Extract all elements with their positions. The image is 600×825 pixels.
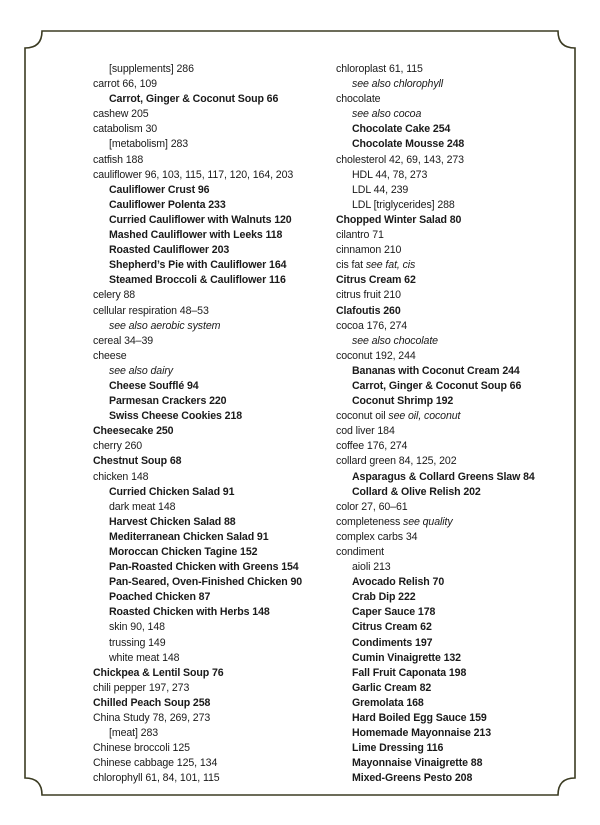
index-column-left (93, 62, 308, 787)
index-subentry: Citrus Cream 62 (352, 621, 432, 634)
index-subentry: Parmesan Crackers 220 (109, 395, 227, 408)
index-entry: Chinese broccoli 125 (93, 742, 190, 755)
index-subentry: Roasted Chicken with Herbs 148 (109, 606, 270, 619)
index-entry: Chilled Peach Soup 258 (93, 696, 211, 709)
index-subentry: Collard & Olive Relish 202 (352, 485, 481, 498)
index-entry (336, 258, 561, 273)
index-entry: Chestnut Soup 68 (93, 455, 182, 468)
index-entry: color 27, 60–61 (336, 500, 408, 513)
index-column-right (336, 62, 561, 787)
index-entry: China Study 78, 269, 273 (93, 712, 211, 725)
index-subentry: Carrot, Ginger & Coconut Soup 66 (109, 93, 279, 106)
index-entry: chloroplast 61, 115 (336, 63, 423, 75)
index-entry: chicken 148 (93, 470, 149, 483)
index-subentry: see also chocolate (352, 334, 438, 347)
index-entry: cereal 34–39 (93, 334, 154, 347)
cross-reference: see quality (403, 515, 453, 528)
index-subentry: Caper Sauce 178 (352, 606, 436, 619)
index-subentry: [meat] 283 (109, 727, 159, 740)
index-term: coconut oil (336, 410, 389, 423)
index-entry: Citrus Cream 62 (336, 274, 416, 287)
index-subentry: [supplements] 286 (109, 63, 194, 75)
index-subentry: Pan-Roasted Chicken with Greens 154 (109, 561, 299, 574)
index-entry: cocoa 176, 274 (336, 319, 408, 332)
index-subentry: Homemade Mayonnaise 213 (352, 727, 492, 740)
index-subentry: Crab Dip 222 (352, 591, 416, 604)
index-entry: celery 88 (93, 289, 136, 302)
index-entry: collard green 84, 125, 202 (336, 455, 457, 468)
index-subentry: dark meat 148 (109, 500, 176, 513)
cross-reference: see oil, coconut (388, 410, 461, 423)
index-entry: cherry 260 (93, 440, 143, 453)
index-subentry: Condiments 197 (352, 636, 433, 649)
index-entry: chocolate (336, 93, 381, 106)
index-entry: citrus fruit 210 (336, 289, 401, 302)
index-subentry: Shepherd’s Pie with Cauliflower 164 (109, 259, 287, 272)
index-subentry: Mediterranean Chicken Salad 91 (109, 530, 269, 543)
index-subentry: Avocado Relish 70 (352, 576, 445, 589)
index-subentry: LDL 44, 239 (352, 183, 409, 196)
index-subentry: Poached Chicken 87 (109, 591, 211, 604)
index-entry: coffee 176, 274 (336, 440, 408, 453)
index-subentry: LDL [triglycerides] 288 (352, 198, 455, 211)
index-subentry: Swiss Cheese Cookies 218 (109, 410, 243, 423)
index-subentry: Garlic Cream 82 (352, 681, 432, 694)
index-entry: chili pepper 197, 273 (93, 681, 190, 694)
index-subentry: Pan-Seared, Oven-Finished Chicken 90 (109, 576, 303, 589)
index-term: cis fat (336, 259, 366, 272)
index-subentry: trussing 149 (109, 636, 166, 649)
index-subentry: Bananas with Coconut Cream 244 (352, 364, 520, 377)
index-subentry: Cauliflower Polenta 233 (109, 198, 226, 211)
index-subentry: Roasted Cauliflower 203 (109, 244, 230, 257)
index-entry: complex carbs 34 (336, 530, 418, 543)
index-subentry: Mayonnaise Vinaigrette 88 (352, 757, 483, 770)
index-subentry: Cauliflower Crust 96 (109, 183, 210, 196)
index-subentry: Coconut Shrimp 192 (352, 395, 454, 408)
index-entry: cholesterol 42, 69, 143, 273 (336, 153, 464, 166)
index-subentry: Carrot, Ginger & Coconut Soup 66 (352, 379, 522, 392)
index-subentry: Fall Fruit Caponata 198 (352, 666, 467, 679)
index-entry: cellular respiration 48–53 (93, 304, 209, 317)
index-subentry: Lime Dressing 116 (352, 742, 444, 755)
index-subentry: white meat 148 (109, 651, 180, 664)
index-entry: cashew 205 (93, 108, 149, 121)
index-entry: Chinese cabbage 125, 134 (93, 757, 218, 770)
index-entry: cauliflower 96, 103, 115, 117, 120, 164, 203 (93, 168, 294, 181)
index-entry: Cheesecake 250 (93, 425, 174, 438)
index-subentry: Moroccan Chicken Tagine 152 (109, 546, 258, 558)
index-subentry: see also cocoa (352, 108, 422, 121)
index-entry: catfish 188 (93, 153, 144, 166)
index-subentry: Cheese Soufflé 94 (109, 379, 199, 392)
index-subentry: aioli 213 (352, 561, 391, 574)
index-subentry: Hard Boiled Egg Sauce 159 (352, 712, 487, 725)
index-entry: carrot 66, 109 (93, 78, 157, 91)
index-entry: catabolism 30 (93, 123, 158, 136)
index-entry (336, 515, 561, 530)
index-entry (336, 409, 561, 424)
index-subentry: Cumin Vinaigrette 132 (352, 651, 461, 664)
index-subentry: Mixed-Greens Pesto 208 (352, 772, 473, 785)
index-entry: cheese (93, 349, 127, 362)
index-subentry: see also aerobic system (109, 319, 221, 332)
index-subentry: see also chlorophyll (352, 78, 444, 91)
index-entry: Chopped Winter Salad 80 (336, 213, 462, 226)
index-entry: chlorophyll 61, 84, 101, 115 (93, 772, 220, 785)
index-subentry: HDL 44, 78, 273 (352, 168, 428, 181)
index-subentry: Steamed Broccoli & Cauliflower 116 (109, 274, 286, 287)
index-subentry: Harvest Chicken Salad 88 (109, 515, 236, 528)
index-entry: condiment (336, 546, 384, 558)
index-subentry: Asparagus & Collard Greens Slaw 84 (352, 470, 535, 483)
index-subentry: Curried Cauliflower with Walnuts 120 (109, 213, 292, 226)
index-subentry: see also dairy (109, 364, 173, 377)
index-subentry: Chocolate Cake 254 (352, 123, 451, 136)
index-entry: cod liver 184 (336, 425, 395, 438)
index-entry: Clafoutis 260 (336, 304, 401, 317)
index-term: completeness (336, 515, 404, 528)
index-entry: cilantro 71 (336, 229, 384, 242)
index-subentry: skin 90, 148 (109, 621, 165, 634)
cross-reference: see fat, cis (365, 259, 416, 272)
index-subentry: [metabolism] 283 (109, 138, 189, 151)
index-subentry: Curried Chicken Salad 91 (109, 485, 235, 498)
index-subentry: Mashed Cauliflower with Leeks 118 (109, 229, 283, 242)
index-entry: cinnamon 210 (336, 244, 402, 257)
index-entry: coconut 192, 244 (336, 349, 416, 362)
index-subentry: Gremolata 168 (352, 696, 424, 709)
index-entry: Chickpea & Lentil Soup 76 (93, 666, 224, 679)
index-subentry: Chocolate Mousse 248 (352, 138, 465, 151)
